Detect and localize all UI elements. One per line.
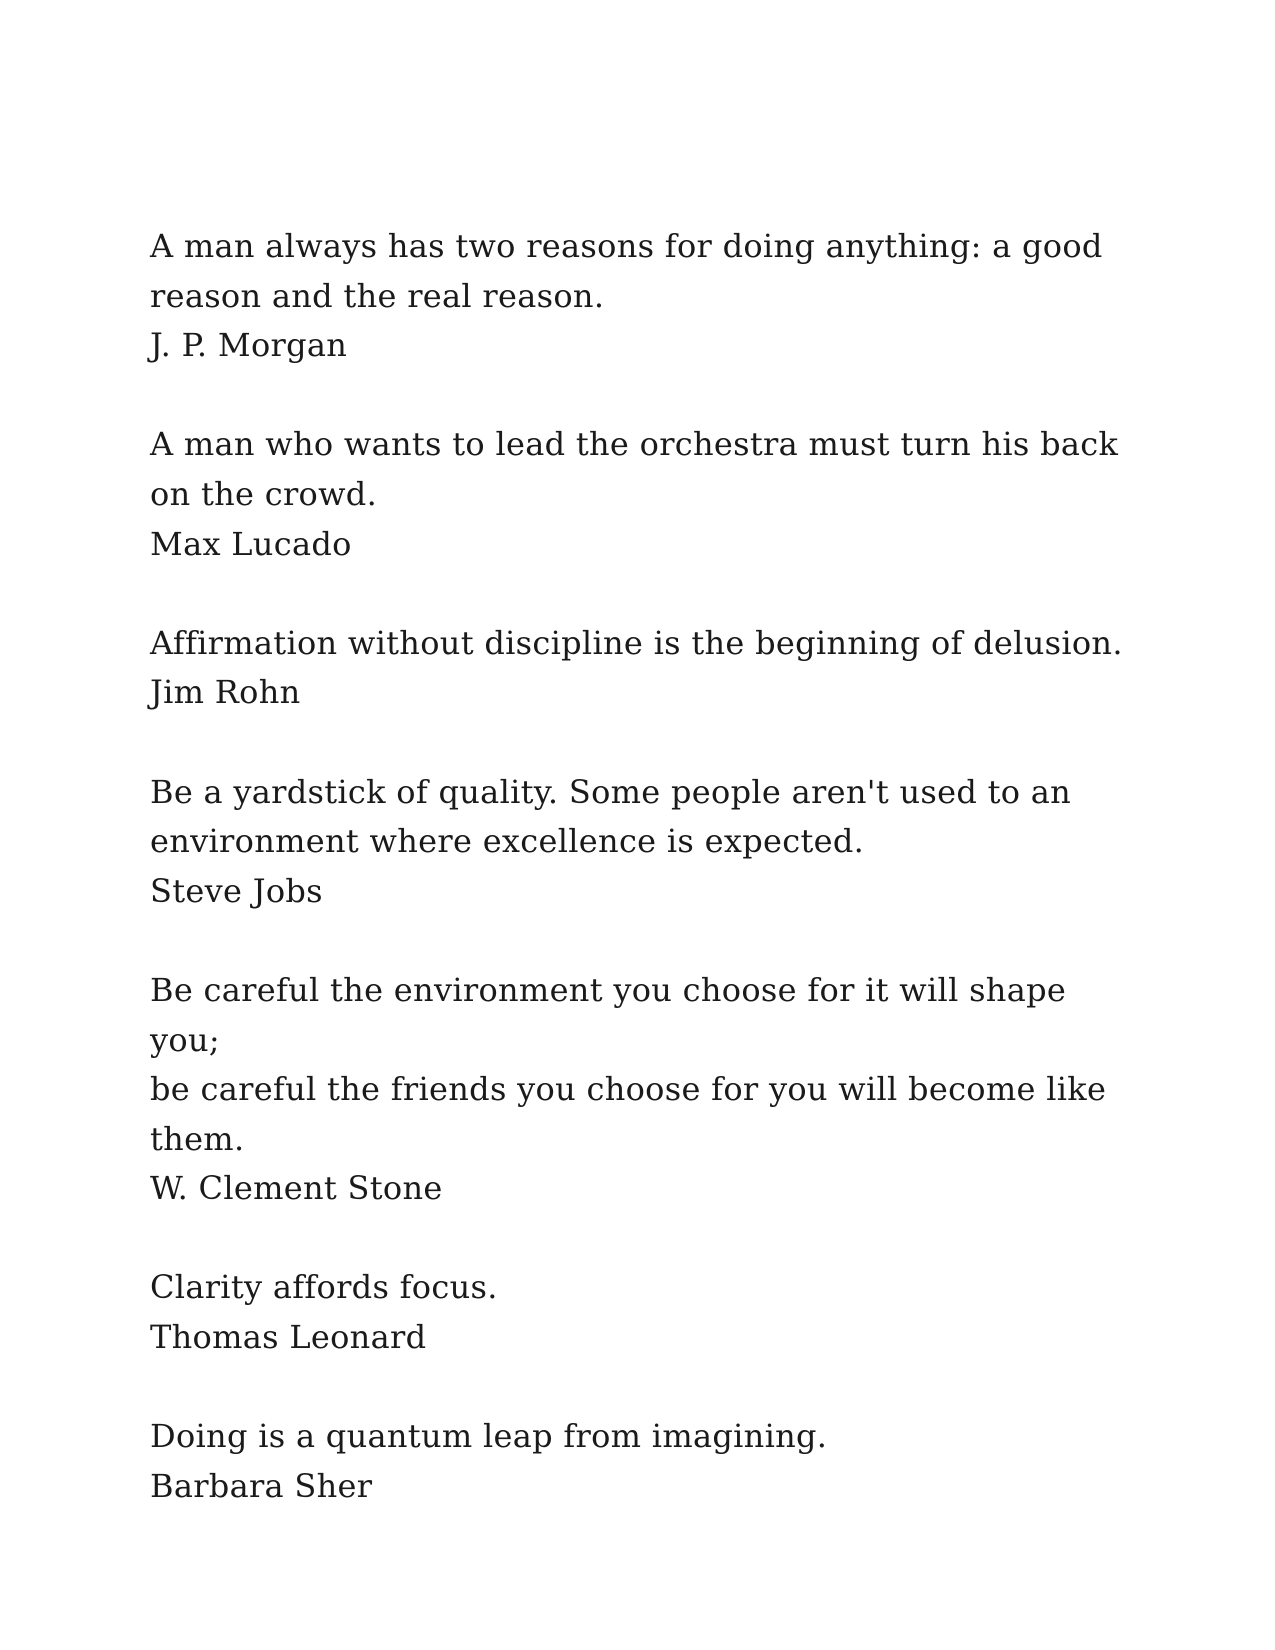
quote-author: W. Clement Stone [150,1169,443,1208]
quote-author: Jim Rohn [150,673,301,712]
quote-block [150,768,1140,917]
quote-author: Barbara Sher [150,1466,373,1505]
quote-text: A man who wants to lead the orchestra must turn his back on the crowd. [150,425,1119,513]
quote-block [150,420,1140,569]
quote-text: A man always has two reasons for doing anything: a good reason and the real reason. [150,227,1103,315]
quote-author: J. P. Morgan [150,326,348,365]
quote-text: Be a yardstick of quality. Some people aren't used to an environment where excellence is expected. [150,772,1072,861]
quote-block [150,966,1140,1214]
quote-text: Clarity affords focus. [150,1268,498,1307]
quote-author: Thomas Leonard [150,1318,427,1357]
quote-block [150,1412,1140,1511]
quote-text: Doing is a quantum leap from imagining. [150,1417,828,1456]
quote-block [150,619,1140,718]
quote-block [150,1263,1140,1362]
quote-text: Affirmation without discipline is the beginning of delusion. [150,623,1123,662]
quote-list [150,222,1140,1561]
quote-block [150,222,1140,371]
quote-author: Steve Jobs [150,871,323,910]
quote-author: Max Lucado [150,524,352,563]
quote-text: Be careful the environment you choose for it will shape you; be careful the friends you choose for you will become like them. [150,970,1107,1158]
